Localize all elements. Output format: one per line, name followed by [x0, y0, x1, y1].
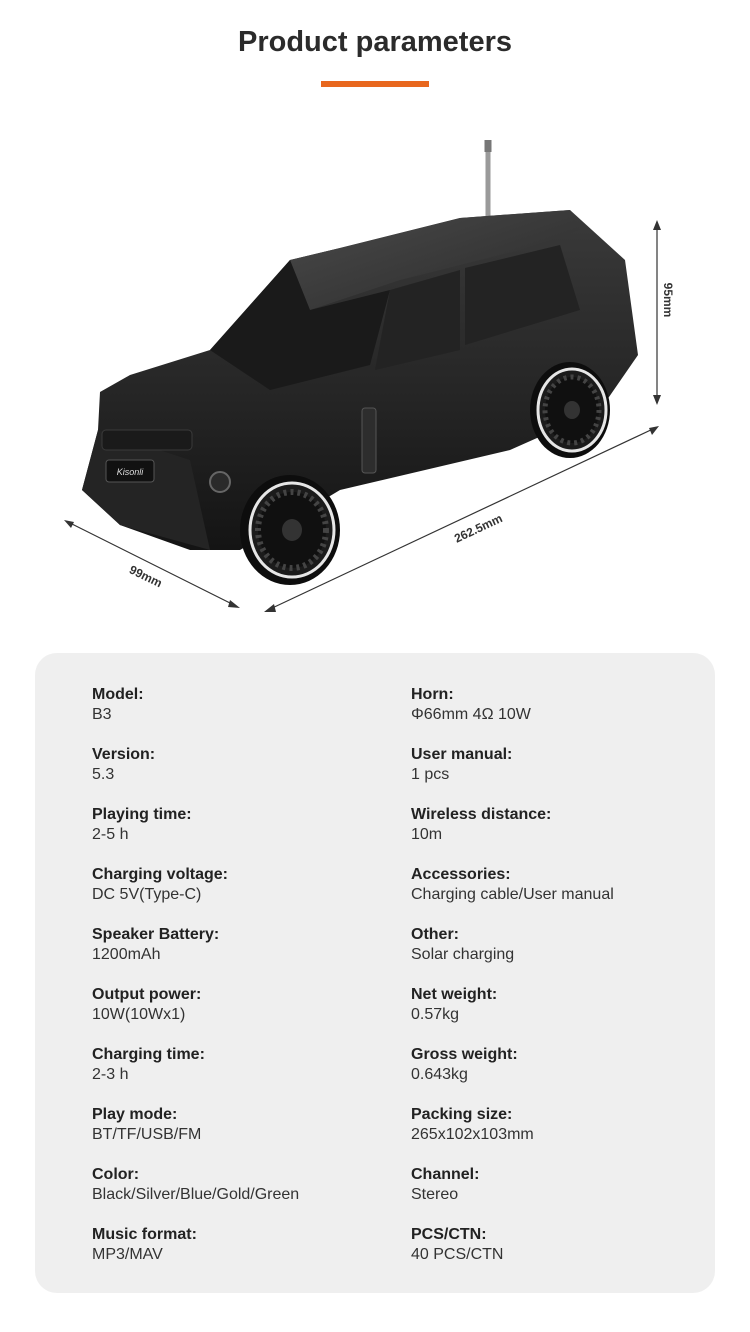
spec-label: Version: [92, 746, 156, 763]
spec-item [411, 745, 614, 805]
spec-value: Black/Silver/Blue/Gold/Green [92, 1186, 300, 1203]
spec-label: PCS/CTN: [411, 1226, 487, 1243]
spec-value: Φ66mm 4Ω 10W [411, 706, 531, 723]
spec-item [411, 685, 614, 745]
spec-value: MP3/MAV [92, 1246, 163, 1263]
spec-label: Model: [92, 686, 144, 703]
spec-label: Accessories: [411, 866, 511, 883]
spec-item [92, 925, 299, 985]
spec-value: 10W(10Wx1) [92, 1006, 186, 1023]
spec-item [92, 1165, 299, 1225]
spec-item [411, 1225, 614, 1285]
title-accent-bar [321, 81, 429, 87]
width-label: 99mm [127, 562, 165, 591]
spec-label: Gross weight: [411, 1046, 518, 1063]
spec-value: 40 PCS/CTN [411, 1246, 504, 1263]
spec-value: 0.643kg [411, 1066, 468, 1083]
length-label: 262.5mm [452, 511, 505, 546]
spec-label: Other: [411, 926, 459, 943]
spec-value: 5.3 [92, 766, 115, 783]
spec-column-left [92, 685, 299, 1285]
product-image [40, 130, 740, 630]
spec-item [92, 865, 299, 925]
spec-column-right [411, 685, 614, 1285]
brand-badge: Kisonli [116, 467, 144, 477]
height-label: 95mm [661, 282, 675, 318]
spec-label: Charging voltage: [92, 866, 229, 883]
spec-value: Solar charging [411, 946, 515, 963]
spec-label: Net weight: [411, 986, 498, 1003]
spec-value: Stereo [411, 1186, 459, 1203]
spec-item [411, 985, 614, 1045]
spec-label: User manual: [411, 746, 513, 763]
spec-item [92, 685, 299, 745]
spec-item [411, 805, 614, 865]
spec-item [411, 1105, 614, 1165]
rear-wheel-icon [530, 362, 610, 458]
page-title: Product parameters [238, 26, 512, 58]
spec-item [411, 1165, 614, 1225]
spec-item [92, 985, 299, 1045]
spec-card [35, 653, 715, 1293]
spec-item [92, 805, 299, 865]
spec-label: Output power: [92, 986, 202, 1003]
spec-label: Music format: [92, 1226, 197, 1243]
spec-label: Charging time: [92, 1046, 205, 1063]
spec-item [92, 1105, 299, 1165]
spec-value: 1 pcs [411, 766, 450, 783]
spec-value: 2-5 h [92, 826, 129, 843]
spec-item [411, 865, 614, 925]
spec-label: Horn: [411, 686, 454, 703]
spec-item [411, 925, 614, 985]
spec-value: B3 [92, 706, 112, 723]
spec-label: Channel: [411, 1166, 480, 1183]
spec-label: Speaker Battery: [92, 926, 220, 943]
spec-label: Color: [92, 1166, 140, 1183]
spec-label: Play mode: [92, 1106, 178, 1123]
spec-value: 1200mAh [92, 946, 161, 963]
height-dimension [653, 220, 675, 405]
spec-item [411, 1045, 614, 1105]
spec-label: Packing size: [411, 1106, 513, 1123]
spec-item [92, 1225, 299, 1285]
spec-value: BT/TF/USB/FM [92, 1126, 202, 1143]
spec-item [92, 745, 299, 805]
front-wheel-icon [240, 475, 340, 585]
spec-label: Wireless distance: [411, 806, 552, 823]
spec-label: Playing time: [92, 806, 192, 823]
spec-value: 265x102x103mm [411, 1126, 534, 1143]
spec-value: Charging cable/User manual [411, 886, 614, 903]
spec-item [92, 1045, 299, 1105]
spec-value: 10m [411, 826, 443, 843]
spec-value: 0.57kg [411, 1006, 460, 1023]
spec-value: 2-3 h [92, 1066, 129, 1083]
spec-value: DC 5V(Type-C) [92, 886, 202, 903]
